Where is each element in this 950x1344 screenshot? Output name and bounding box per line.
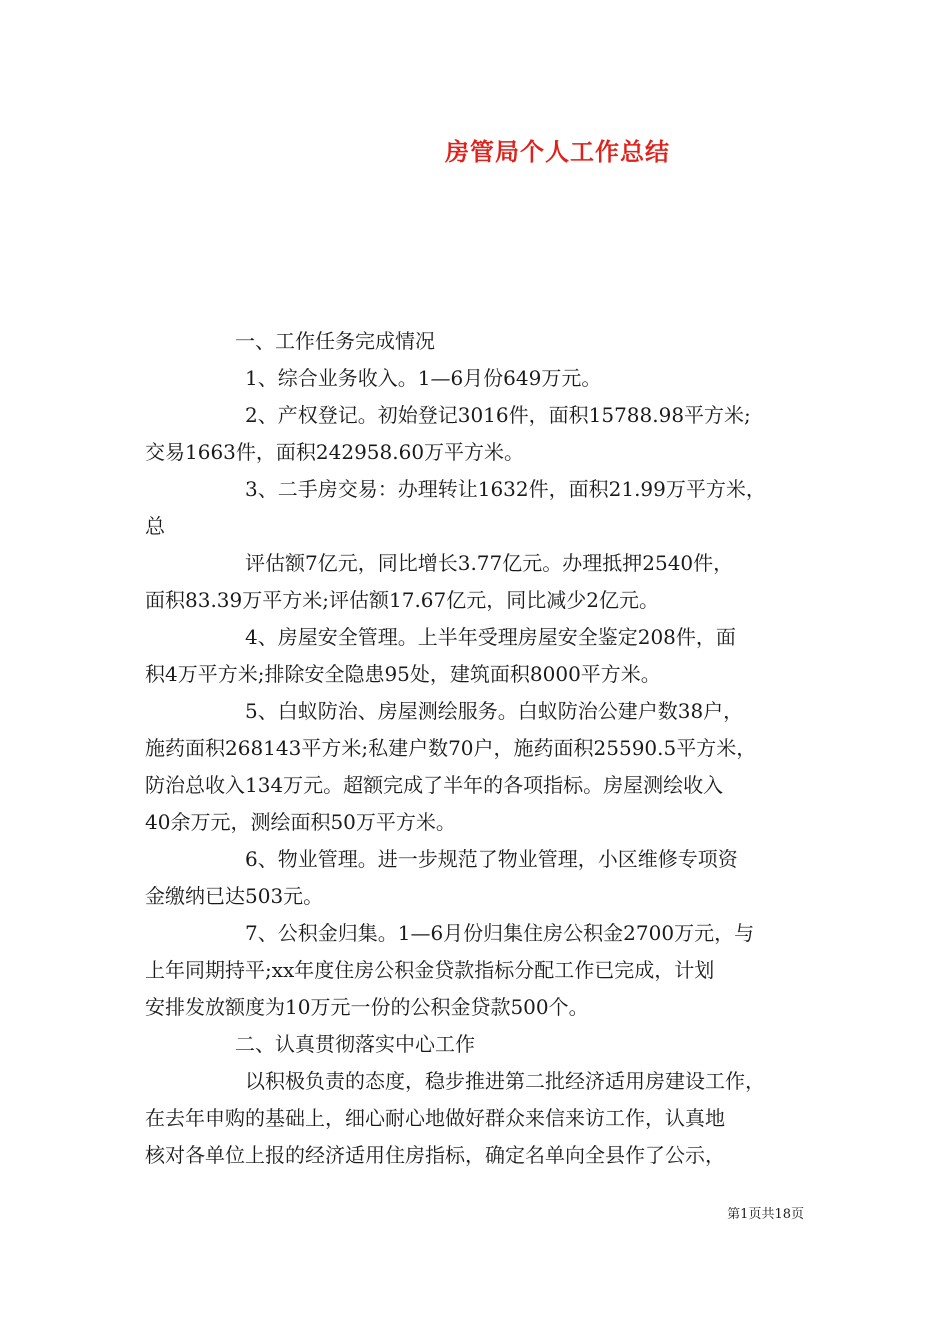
paragraph-line: 在去年申购的基础上，细心耐心地做好群众来信来访工作，认真地 [145, 1106, 725, 1130]
document-body [145, 323, 813, 1174]
page-number-footer: 第1页共18页 [727, 1207, 804, 1222]
paragraph-line: 7、公积金归集。1—6月份归集住房公积金2700万元，与 [245, 921, 755, 945]
paragraph-line: 40余万元，测绘面积50万平方米。 [145, 810, 456, 834]
paragraph-line: 交易1663件，面积242958.60万平方米。 [145, 440, 525, 464]
document-title: 房管局个人工作总结 [445, 137, 670, 166]
paragraph-line: 4、房屋安全管理。上半年受理房屋安全鉴定208件，面 [245, 625, 736, 649]
paragraph-line: 金缴纳已达503元。 [145, 884, 324, 908]
paragraph-line: 面积83.39万平方米;评估额17.67亿元，同比减少2亿元。 [145, 588, 659, 612]
paragraph-line: 核对各单位上报的经济适用住房指标，确定名单向全县作了公示， [145, 1143, 725, 1167]
paragraph-line: 5、白蚁防治、房屋测绘服务。白蚁防治公建户数38户， [245, 699, 744, 723]
paragraph-line: 3、二手房交易：办理转让1632件，面积21.99万平方米， [245, 477, 766, 501]
paragraph-line: 安排发放额度为10万元一份的公积金贷款500个。 [145, 995, 589, 1019]
paragraph-line: 6、物业管理。进一步规范了物业管理，小区维修专项资 [245, 847, 738, 871]
paragraph-line: 上年同期持平;xx年度住房公积金贷款指标分配工作已完成，计划 [145, 958, 715, 982]
paragraph-line: 1、综合业务收入。1—6月份649万元。 [245, 366, 602, 390]
paragraph-line: 评估额7亿元，同比增长3.77亿元。办理抵押2540件， [245, 551, 734, 575]
paragraph-line: 以积极负责的态度，稳步推进第二批经济适用房建设工作， [245, 1069, 765, 1093]
paragraph-line: 积4万平方米;排除安全隐患95处，建筑面积8000平方米。 [145, 662, 661, 686]
paragraph-line: 2、产权登记。初始登记3016件，面积15788.98平方米; [245, 403, 751, 427]
paragraph-line: 防治总收入134万元。超额完成了半年的各项指标。房屋测绘收入 [145, 773, 724, 797]
section-heading-2: 二、认真贯彻落实中心工作 [235, 1032, 475, 1056]
paragraph-line: 施药面积268143平方米;私建户数70户，施药面积25590.5平方米， [145, 736, 757, 760]
section-heading-1: 一、工作任务完成情况 [235, 329, 435, 353]
paragraph-line: 总 [145, 514, 165, 538]
